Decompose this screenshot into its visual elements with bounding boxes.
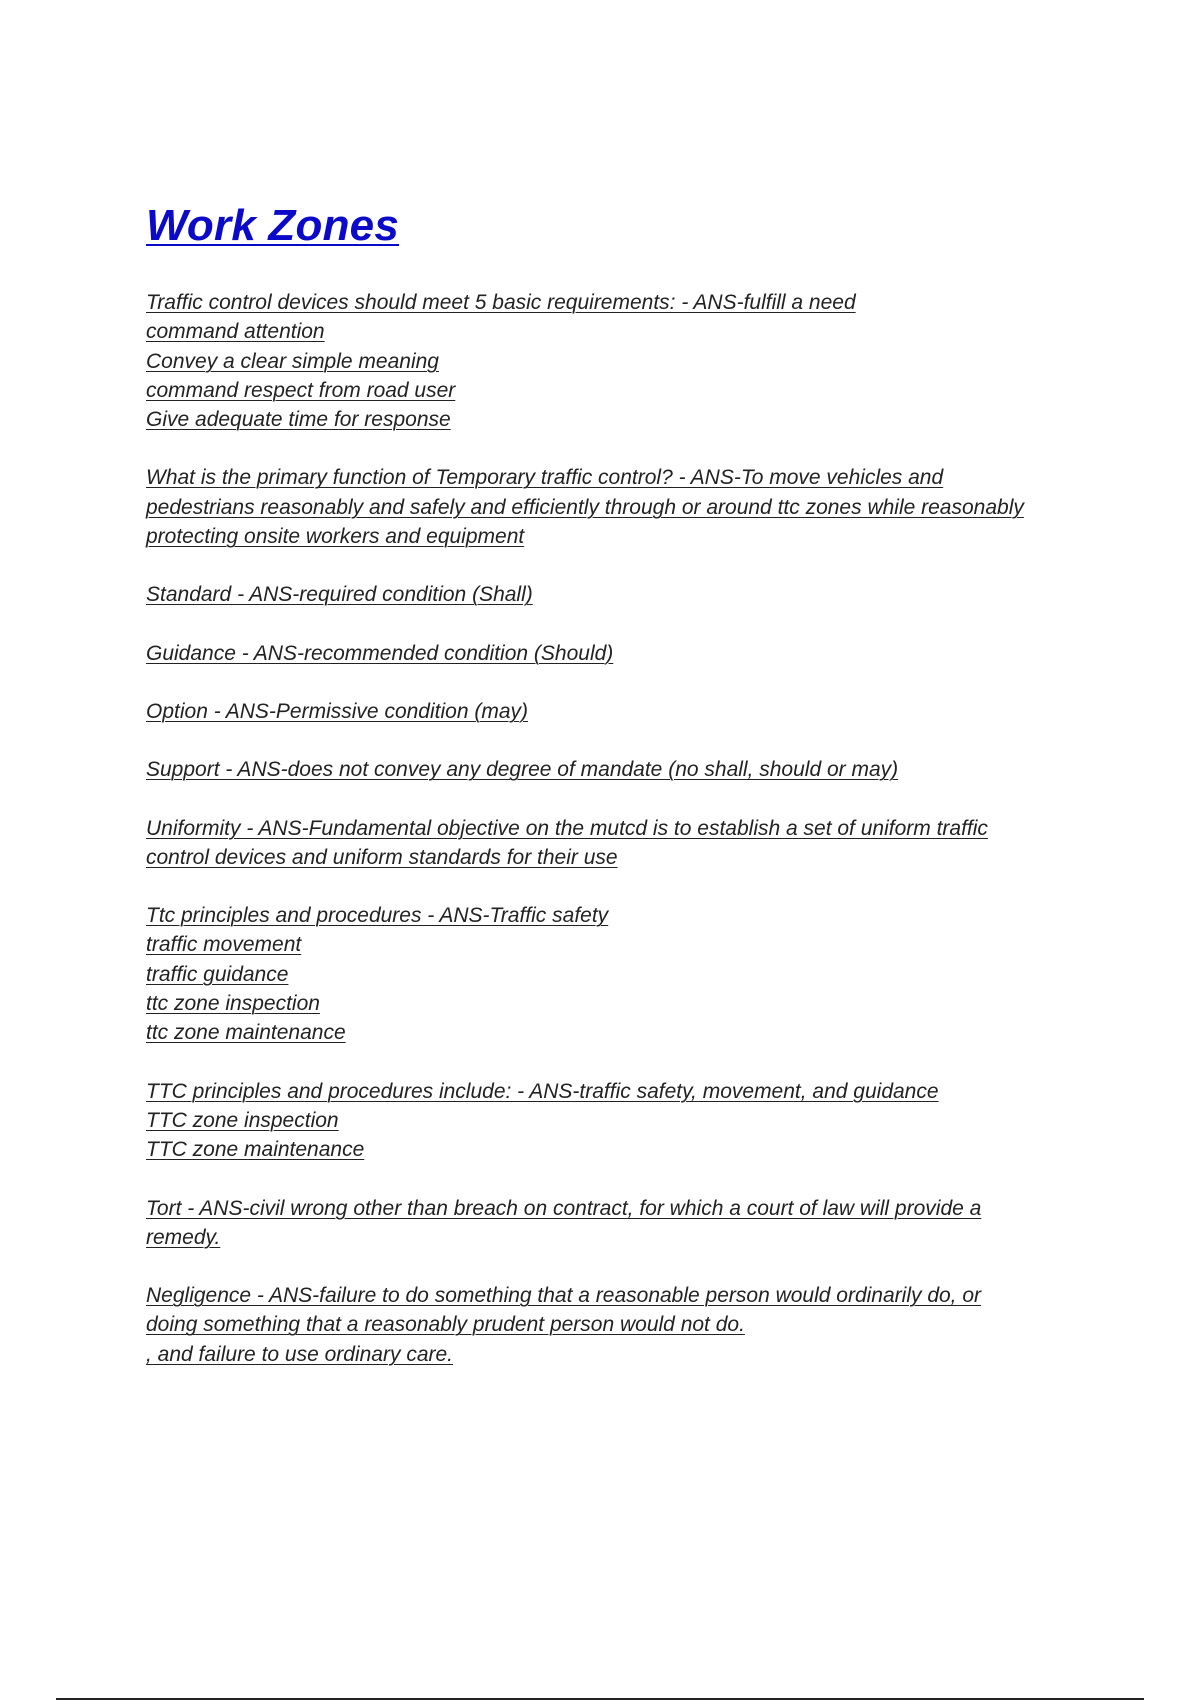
qa-entry-line: Option - ANS-Permissive condition (may): [146, 699, 528, 723]
page-title: Work Zones: [146, 201, 400, 250]
question-answer-list: [146, 288, 1096, 1369]
qa-entry: [146, 1281, 1096, 1369]
qa-entry-line: control devices and uniform standards for their use: [146, 845, 618, 869]
qa-entry-line: TTC zone inspection: [146, 1108, 339, 1132]
qa-entry: [146, 288, 1096, 434]
qa-entry-line: command attention: [146, 320, 325, 344]
qa-entry-line: traffic guidance: [146, 962, 289, 986]
qa-entry: [146, 1194, 1096, 1253]
qa-entry-line: Tort - ANS-civil wrong other than breach on contract, for which a court of law will provide a: [146, 1196, 982, 1220]
qa-entry: [146, 463, 1096, 551]
qa-entry-line: Convey a clear simple meaning: [146, 349, 439, 373]
qa-entry-line: Guidance - ANS-recommended condition (Should): [146, 641, 614, 665]
qa-entry-line: doing something that a reasonably prudent person would not do.: [146, 1313, 745, 1337]
qa-entry-line: Traffic control devices should meet 5 basic requirements: - ANS-fulfill a need: [146, 291, 856, 314]
qa-entry: [146, 814, 1096, 873]
qa-entry-line: traffic movement: [146, 933, 302, 957]
qa-entry-line: TTC principles and procedures include: - ANS-traffic safety, movement, and guidance: [146, 1079, 939, 1103]
qa-entry: [146, 580, 1096, 609]
qa-entry-line: protecting onsite workers and equipment: [146, 525, 525, 549]
qa-entry: [146, 1077, 1096, 1165]
qa-entry-line: Uniformity - ANS-Fundamental objective on the mutcd is to establish a set of uniform traffic: [146, 816, 988, 840]
qa-entry-line: ttc zone maintenance: [146, 1021, 346, 1045]
qa-entry-line: , and failure to use ordinary care.: [146, 1342, 454, 1366]
qa-entry: [146, 901, 1096, 1047]
qa-entry-line: ttc zone inspection: [146, 992, 320, 1016]
qa-entry-line: Negligence - ANS-failure to do something that a reasonable person would ordinarily do, or: [146, 1284, 982, 1308]
qa-entry-line: Give adequate time for response: [146, 408, 451, 432]
qa-entry: [146, 639, 1096, 668]
document-page: [146, 196, 1096, 1398]
qa-entry-line: command respect from road user: [146, 378, 456, 402]
qa-entry-line: remedy.: [146, 1225, 221, 1249]
qa-entry: [146, 697, 1096, 726]
qa-entry-line: Standard - ANS-required condition (Shall): [146, 583, 533, 607]
qa-entry-line: What is the primary function of Temporary traffic control? - ANS-To move vehicles and: [146, 466, 944, 490]
qa-entry-line: Support - ANS-does not convey any degree of mandate (no shall, should or may): [146, 758, 899, 782]
qa-entry-line: pedestrians reasonably and safely and efficiently through or around ttc zones while reasonably: [146, 495, 1024, 519]
qa-entry: [146, 755, 1096, 784]
qa-entry-line: TTC zone maintenance: [146, 1138, 365, 1162]
qa-entry-line: Ttc principles and procedures - ANS-Traffic safety: [146, 904, 609, 928]
